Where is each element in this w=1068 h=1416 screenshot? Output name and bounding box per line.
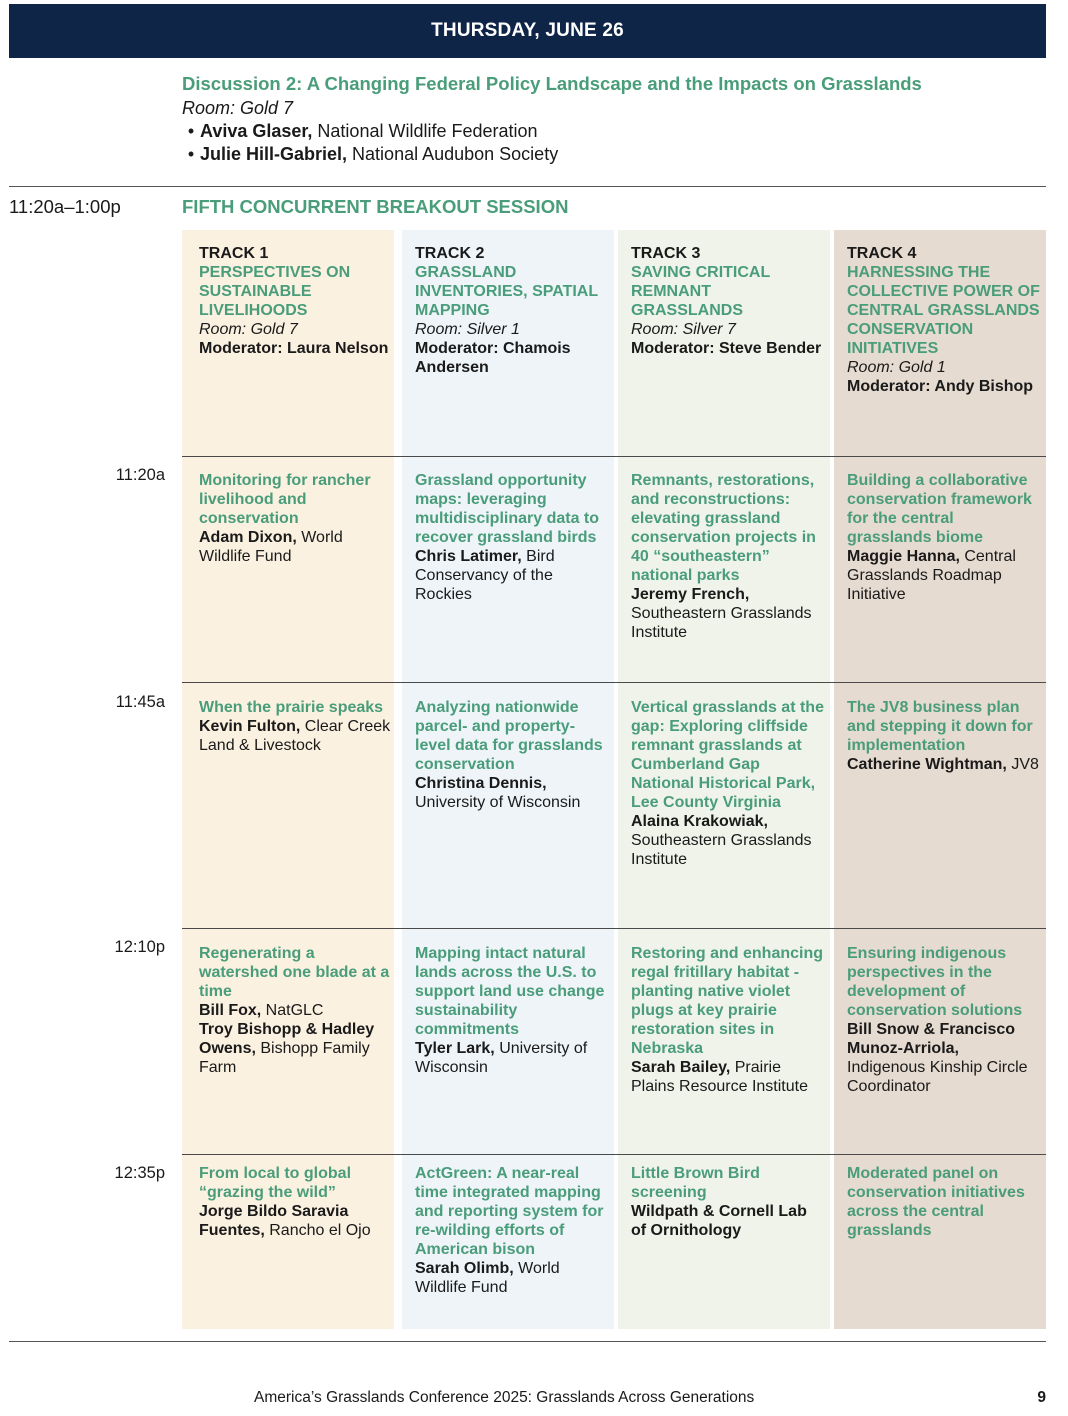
talk-speakers <box>199 1202 393 1240</box>
slot-time: 12:10p <box>114 938 165 956</box>
talk-speakers <box>847 547 1041 604</box>
speaker-name: Sarah Olimb, <box>415 1260 514 1277</box>
discussion-speaker <box>182 143 1042 166</box>
speaker-affiliation: Rancho el Ojo <box>264 1222 371 1239</box>
speaker-name: Christina Dennis, <box>415 775 547 792</box>
talk-speakers <box>847 755 1041 774</box>
track-moderator: Moderator: Chamois Andersen <box>415 340 571 376</box>
session-time: 11:20a–1:00p <box>9 196 121 217</box>
talk-speakers <box>631 585 825 642</box>
speaker-name: Chris Latimer, <box>415 548 522 565</box>
speaker-name: Jeremy French, <box>631 586 750 603</box>
talk-title: Ensuring indigenous perspectives in the development of conservation solutions <box>847 945 1023 1019</box>
talk-title: Building a collaborative conservation framework for the central grasslands biome <box>847 472 1032 546</box>
track-header <box>631 244 825 358</box>
row-divider <box>182 928 1046 929</box>
talk-cell <box>847 471 1041 604</box>
speaker-name: Adam Dixon, <box>199 529 297 546</box>
talk-title: Vertical grasslands at the gap: Exploring cliffside remnant grasslands at Cumberland Gap National Historical Park, Lee County Virginia <box>631 699 824 811</box>
talk-speakers <box>415 1039 609 1077</box>
talk-cell <box>415 1164 609 1297</box>
speaker-affiliation: Southeastern Grasslands Institute <box>631 605 812 641</box>
slot-time: 11:45a <box>115 693 165 711</box>
talk-speakers <box>631 812 825 869</box>
track-header <box>199 244 393 358</box>
talk-cell <box>631 1164 825 1240</box>
track-title: PERSPECTIVES ON SUSTAINABLE LIVELIHOODS <box>199 264 351 319</box>
bullet: • <box>187 121 195 141</box>
speaker-affiliation: World Wildlife Fund <box>199 529 343 565</box>
talk-cell <box>199 471 393 566</box>
session-title: FIFTH CONCURRENT BREAKOUT SESSION <box>182 196 569 217</box>
talk-cell <box>415 698 609 812</box>
divider <box>9 186 1046 187</box>
track-room: Room: Gold 1 <box>847 359 946 376</box>
talk-speakers <box>415 774 609 812</box>
speaker-affiliation: Indigenous Kinship Circle Coordinator <box>847 1059 1028 1095</box>
speaker-affiliation: Clear Creek Land & Livestock <box>199 718 391 754</box>
track-label: TRACK 4 <box>847 245 917 262</box>
talk-cell <box>415 471 609 604</box>
speaker-affiliation: Prairie Plains Resource Institute <box>631 1059 808 1095</box>
speaker-name: Bill Fox, <box>199 1002 262 1019</box>
row-divider <box>182 682 1046 683</box>
speaker-name: Alaina Krakowiak, <box>631 813 768 830</box>
talk-cell <box>847 944 1041 1096</box>
speaker-affiliation: University of Wisconsin <box>415 1040 588 1076</box>
talk-title: Little Brown Bird screening <box>631 1165 760 1201</box>
track-room: Room: Silver 1 <box>415 321 520 338</box>
speaker-name: Tyler Lark, <box>415 1040 495 1057</box>
talk-speakers <box>631 1058 825 1096</box>
talk-cell <box>415 944 609 1077</box>
discussion-block <box>182 72 1042 166</box>
discussion-room: Room: Gold 7 <box>182 98 294 118</box>
talk-title: Grassland opportunity maps: leveraging multidisciplinary data to recover grassland birds <box>415 472 600 546</box>
talk-speakers <box>199 528 393 566</box>
track-title: GRASSLAND INVENTORIES, SPATIAL MAPPING <box>415 264 598 319</box>
track-room: Room: Gold 7 <box>199 321 298 338</box>
track-label: TRACK 3 <box>631 245 701 262</box>
talk-speakers <box>199 717 393 755</box>
talk-title: Regenerating a watershed one blade at a time <box>199 945 390 1000</box>
talk-cell <box>631 471 825 642</box>
track-room: Room: Silver 7 <box>631 321 736 338</box>
talk-speakers <box>415 547 609 604</box>
talk-cell <box>847 1164 1041 1240</box>
talk-title: Remnants, restorations, and reconstructions: elevating grassland conservation projects in 40 “southeastern” national parks <box>631 472 816 584</box>
talk-title: From local to global “grazing the wild” <box>199 1165 352 1201</box>
speaker-name: Bill Snow & Francisco Munoz-Arriola, <box>847 1021 1016 1057</box>
page-number: 9 <box>1037 1389 1046 1406</box>
talk-cell <box>199 1164 393 1240</box>
discussion-speakers <box>182 120 1042 166</box>
speaker-affiliation: University of Wisconsin <box>415 794 581 811</box>
discussion-speaker <box>182 120 1042 143</box>
speaker-name: Wildpath & Cornell Lab of Ornithology <box>631 1203 807 1239</box>
day-banner: THURSDAY, JUNE 26 <box>9 4 1046 58</box>
slot-time: 11:20a <box>115 466 165 484</box>
row-divider <box>182 1154 1046 1155</box>
speaker-affiliation: World Wildlife Fund <box>415 1260 560 1296</box>
talk-speakers <box>415 1259 609 1297</box>
speaker-name: Jorge Bildo Saravia Fuentes, <box>199 1203 349 1239</box>
talk-speakers <box>847 1020 1041 1096</box>
speaker-affiliation: Central Grasslands Roadmap Initiative <box>847 548 1016 603</box>
speaker-affiliation: NatGLC <box>261 1002 324 1019</box>
talk-title: Restoring and enhancing regal fritillary habitat - planting native violet plugs at key prairie restoration sites in Nebraska <box>631 945 824 1057</box>
track-label: TRACK 2 <box>415 245 485 262</box>
speaker-org: National Wildlife Federation <box>312 121 538 141</box>
talk-cell <box>847 698 1041 774</box>
track-header <box>415 244 609 377</box>
row-divider <box>182 456 1046 457</box>
talk-title: Monitoring for rancher livelihood and conservation <box>199 472 371 527</box>
footer-text: America’s Grasslands Conference 2025: Grasslands Across Generations <box>254 1389 755 1406</box>
track-moderator: Moderator: Laura Nelson <box>199 340 389 357</box>
talk-title: The JV8 business plan and stepping it down for implementation <box>847 699 1033 754</box>
talk-speakers <box>199 1001 393 1020</box>
track-moderator: Moderator: Andy Bishop <box>847 378 1034 395</box>
speaker-affiliation: JV8 <box>1006 756 1039 773</box>
track-label: TRACK 1 <box>199 245 269 262</box>
speaker-name: Aviva Glaser, <box>200 121 313 141</box>
slot-time: 12:35p <box>114 1164 165 1182</box>
speaker-affiliation: Bishopp Family Farm <box>199 1040 370 1076</box>
talk-cell <box>631 944 825 1096</box>
speaker-affiliation: Southeastern Grasslands Institute <box>631 832 812 868</box>
talk-cell <box>199 944 393 1077</box>
speaker-org: National Audubon Society <box>347 144 559 164</box>
speaker-affiliation: Bird Conservancy of the Rockies <box>415 548 555 603</box>
talk-speakers <box>631 1202 825 1240</box>
track-title: HARNESSING THE COLLECTIVE POWER OF CENTRAL GRASSLANDS CONSERVATION INITIATIVES <box>847 264 1040 357</box>
speaker-name: Kevin Fulton, <box>199 718 301 735</box>
speaker-name: Maggie Hanna, <box>847 548 960 565</box>
speaker-name: Julie Hill-Gabriel, <box>200 144 348 164</box>
speaker-name: Sarah Bailey, <box>631 1059 731 1076</box>
talk-title: When the prairie speaks <box>199 699 384 716</box>
bullet: • <box>187 144 195 164</box>
talk-title: ActGreen: A near-real time integrated mapping and reporting system for re-wilding efforts of American bison <box>415 1165 604 1258</box>
talk-cell <box>631 698 825 869</box>
talk-title: Moderated panel on conservation initiatives across the central grasslands <box>847 1165 1025 1239</box>
talk-cell <box>199 698 393 755</box>
speaker-name: Catherine Wightman, <box>847 756 1007 773</box>
talk-speakers <box>199 1020 393 1077</box>
speaker-name: Troy Bishopp & Hadley Owens, <box>199 1021 375 1057</box>
divider <box>9 1341 1046 1342</box>
track-title: SAVING CRITICAL REMNANT GRASSLANDS <box>631 264 770 319</box>
track-moderator: Moderator: Steve Bender <box>631 340 822 357</box>
talk-title: Mapping intact natural lands across the U.S. to support land use change sustainability commitments <box>415 945 605 1038</box>
talk-title: Analyzing nationwide parcel- and property-level data for grasslands conservation <box>415 699 603 773</box>
discussion-title: Discussion 2: A Changing Federal Policy Landscape and the Impacts on Grasslands <box>182 73 922 94</box>
track-header <box>847 244 1041 396</box>
